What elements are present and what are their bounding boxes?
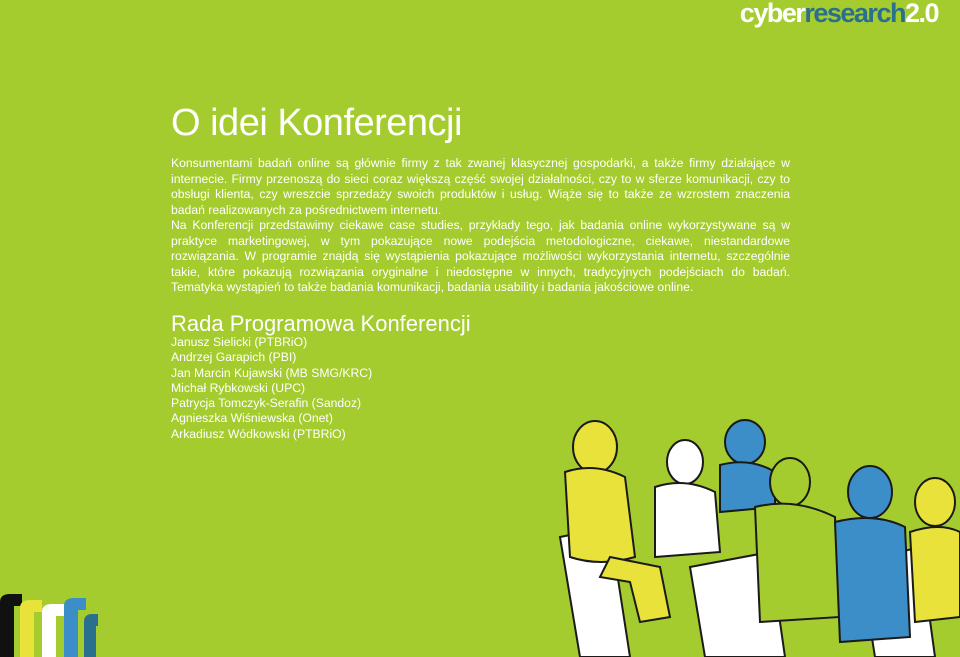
audience-illustration-icon — [540, 417, 960, 657]
council-member: Michał Rybkowski (UPC) — [171, 380, 306, 395]
logo-part-research: research — [804, 0, 905, 28]
council-member: Agnieszka Wiśniewska (Onet) — [171, 411, 333, 426]
council-member: Janusz Sielicki (PTBRiO) — [171, 335, 308, 349]
council-member: Patrycja Tomczyk-Serafin (Sandoz) — [171, 396, 362, 411]
program-council-title: Rada Programowa Konferencji — [171, 311, 471, 336]
cyberresearch-logo — [740, 0, 938, 26]
intro-text — [171, 156, 790, 296]
intro-paragraph-1: Konsumentami badań online są głównie firmy z tak zwanej klasycznej gospodarki, a także firmy działające w internecie. Firmy przenoszą do sieci coraz większą część swojej działalności, czy to w sferze komunikacji, czy to obsługi klienta, czy wreszcie sprzedaży swoich produktów i usług. Wiąże się to także ze wzrostem znaczenia badań realizowanych za pośrednictwem internetu. — [171, 156, 790, 217]
rrr-logo-mark-icon — [0, 592, 100, 657]
council-member: Jan Marcin Kujawski (MB SMG/KRC) — [171, 365, 373, 380]
logo-part-cyber: cyber — [739, 0, 805, 28]
program-council-list — [171, 335, 372, 442]
logo-part-version: 2.0 — [904, 0, 938, 28]
council-member: Arkadiusz Wódkowski (PTBRiO) — [171, 426, 346, 441]
intro-paragraph-2: Na Konferencji przedstawimy ciekawe case studies, przykłady tego, jak badania online wykorzystywane są w praktyce marketingowej, w tym pokazujące nowe podejścia metodologiczne, ciekawe, niestandardowe rozwiązania. W programie znajdą się wystąpienia pokazujące możliwości wykorzystania internetu, szczególnie takie, które pokazują rozwiązania oryginalne i niedostępne w innych, tradycyjnych podejściach do badań. Tematyka wystąpień to także badania komunikacji, badania usability i badania jakościowe online. — [171, 218, 790, 294]
council-member: Andrzej Garapich (PBI) — [171, 350, 297, 365]
page-title: O idei Konferencji — [171, 102, 462, 144]
